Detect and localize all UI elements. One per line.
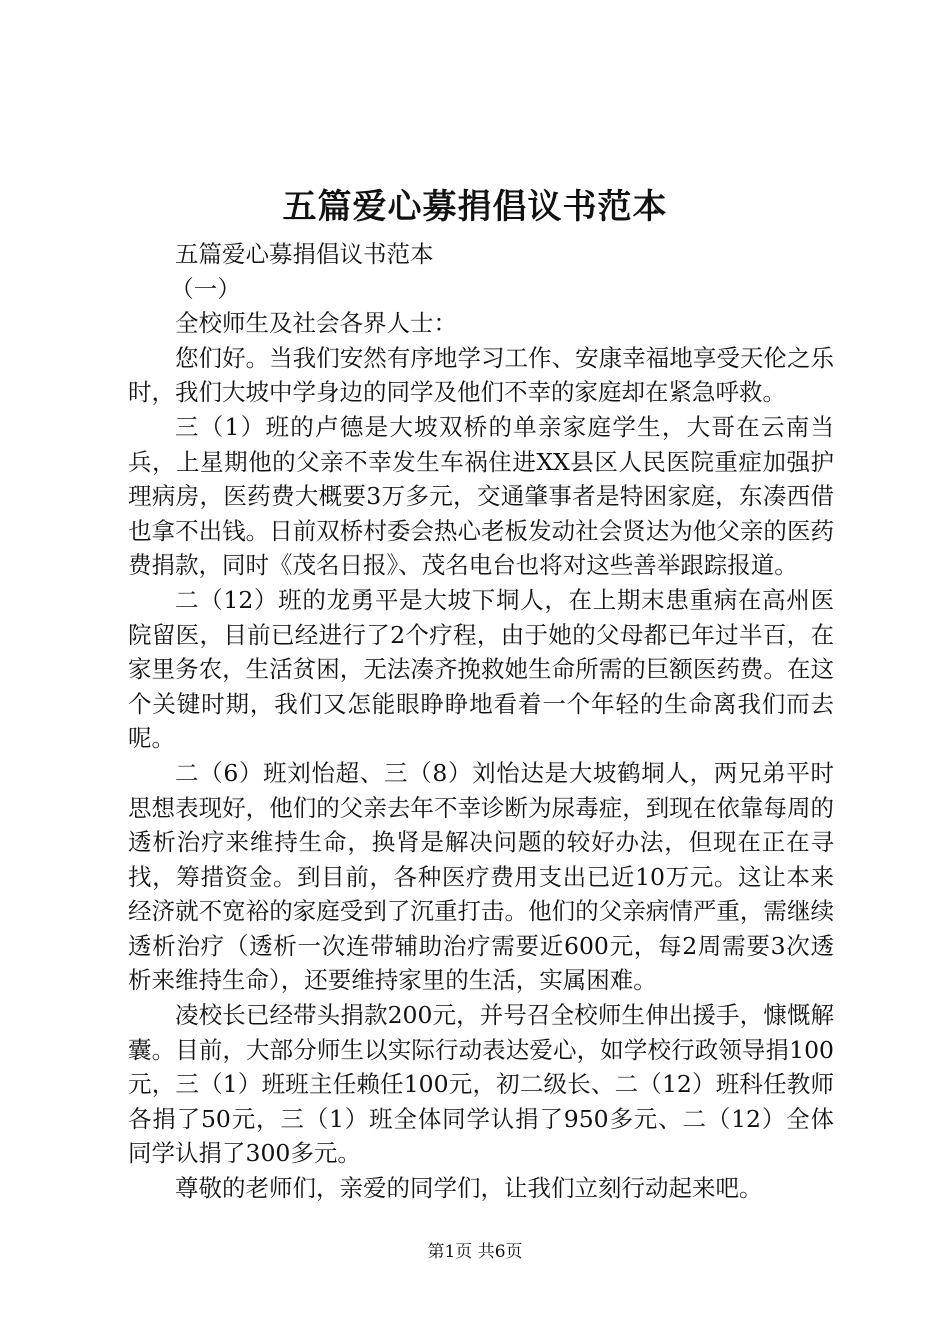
subtitle-paragraph: 五篇爱心募捐倡议书范本 [175,240,434,268]
salutation-paragraph: 全校师生及社会各界人士： [175,309,457,338]
body-paragraph: 您们好。当我们安然有序地学习工作、安康幸福地享受天伦之乐时，我们大坡中学身边的同学及他们不幸的家庭却在紧急呼救。 [128,343,834,407]
section-number-paragraph: （一） [170,274,241,303]
body-paragraph: 二（6）班刘怡超、三（8）刘怡达是大坡鹤垌人，两兄弟平时思想表现好，他们的父亲去年不幸诊断为尿毒症，到现在依靠每周的透析治疗来维持生命，换肾是解决问题的较好办法，但现在正在寻找，筹措资金。到目前，各种医疗费用支出已近10万元。这让本来经济就不宽裕的家庭受到了沉重打击。他们的父亲病情严重，需继续透析治疗（透析一次连带辅助治疗需要近600元，每2周需要3次透析来维持生命），还要维持家里的生活，实属困难。 [128,758,834,995]
body-paragraph: 凌校长已经带头捐款200元，并号召全校师生伸出援手，慷慨解囊。目前，大部分师生以实际行动表达爱心，如学校行政领导捐100元，三（1）班班主任赖任100元，初二级长、二（12）班科任教师各捐了50元，三（1）班全体同学认捐了950多元、二（12）全体同学认捐了300多元。 [128,1001,834,1168]
page-indicator: 第1页 共6页 [427,1242,523,1262]
body-paragraph: 二（12）班的龙勇平是大坡下垌人，在上期末患重病在高州医院留医，目前已经进行了2个疗程，由于她的父母都已年过半百，在家里务农，生活贫困，无法凑齐挽救她生命所需的巨额医药费。在这个关键时期，我们又怎能眼睁睁地看着一个年轻的生命离我们而去呢。 [128,585,834,753]
body-paragraph: 三（1）班的卢德是大坡双桥的单亲家庭学生，大哥在云南当兵，上星期他的父亲不幸发生车祸住进XX县区人民医院重症加强护理病房，医药费大概要3万多元，交通肇事者是特困家庭，东凑西借也拿不出钱。日前双桥村委会热心老板发动社会贤达为他父亲的医药费捐款，同时《茂名日报》、茂名电台也将对这些善举跟踪报道。 [128,412,834,580]
closing-paragraph: 尊敬的老师们，亲爱的同学们，让我们立刻行动起来吧。 [175,1174,763,1203]
document-body [128,237,834,1206]
document-title: 五篇爱心募捐倡议书范本 [282,187,668,227]
